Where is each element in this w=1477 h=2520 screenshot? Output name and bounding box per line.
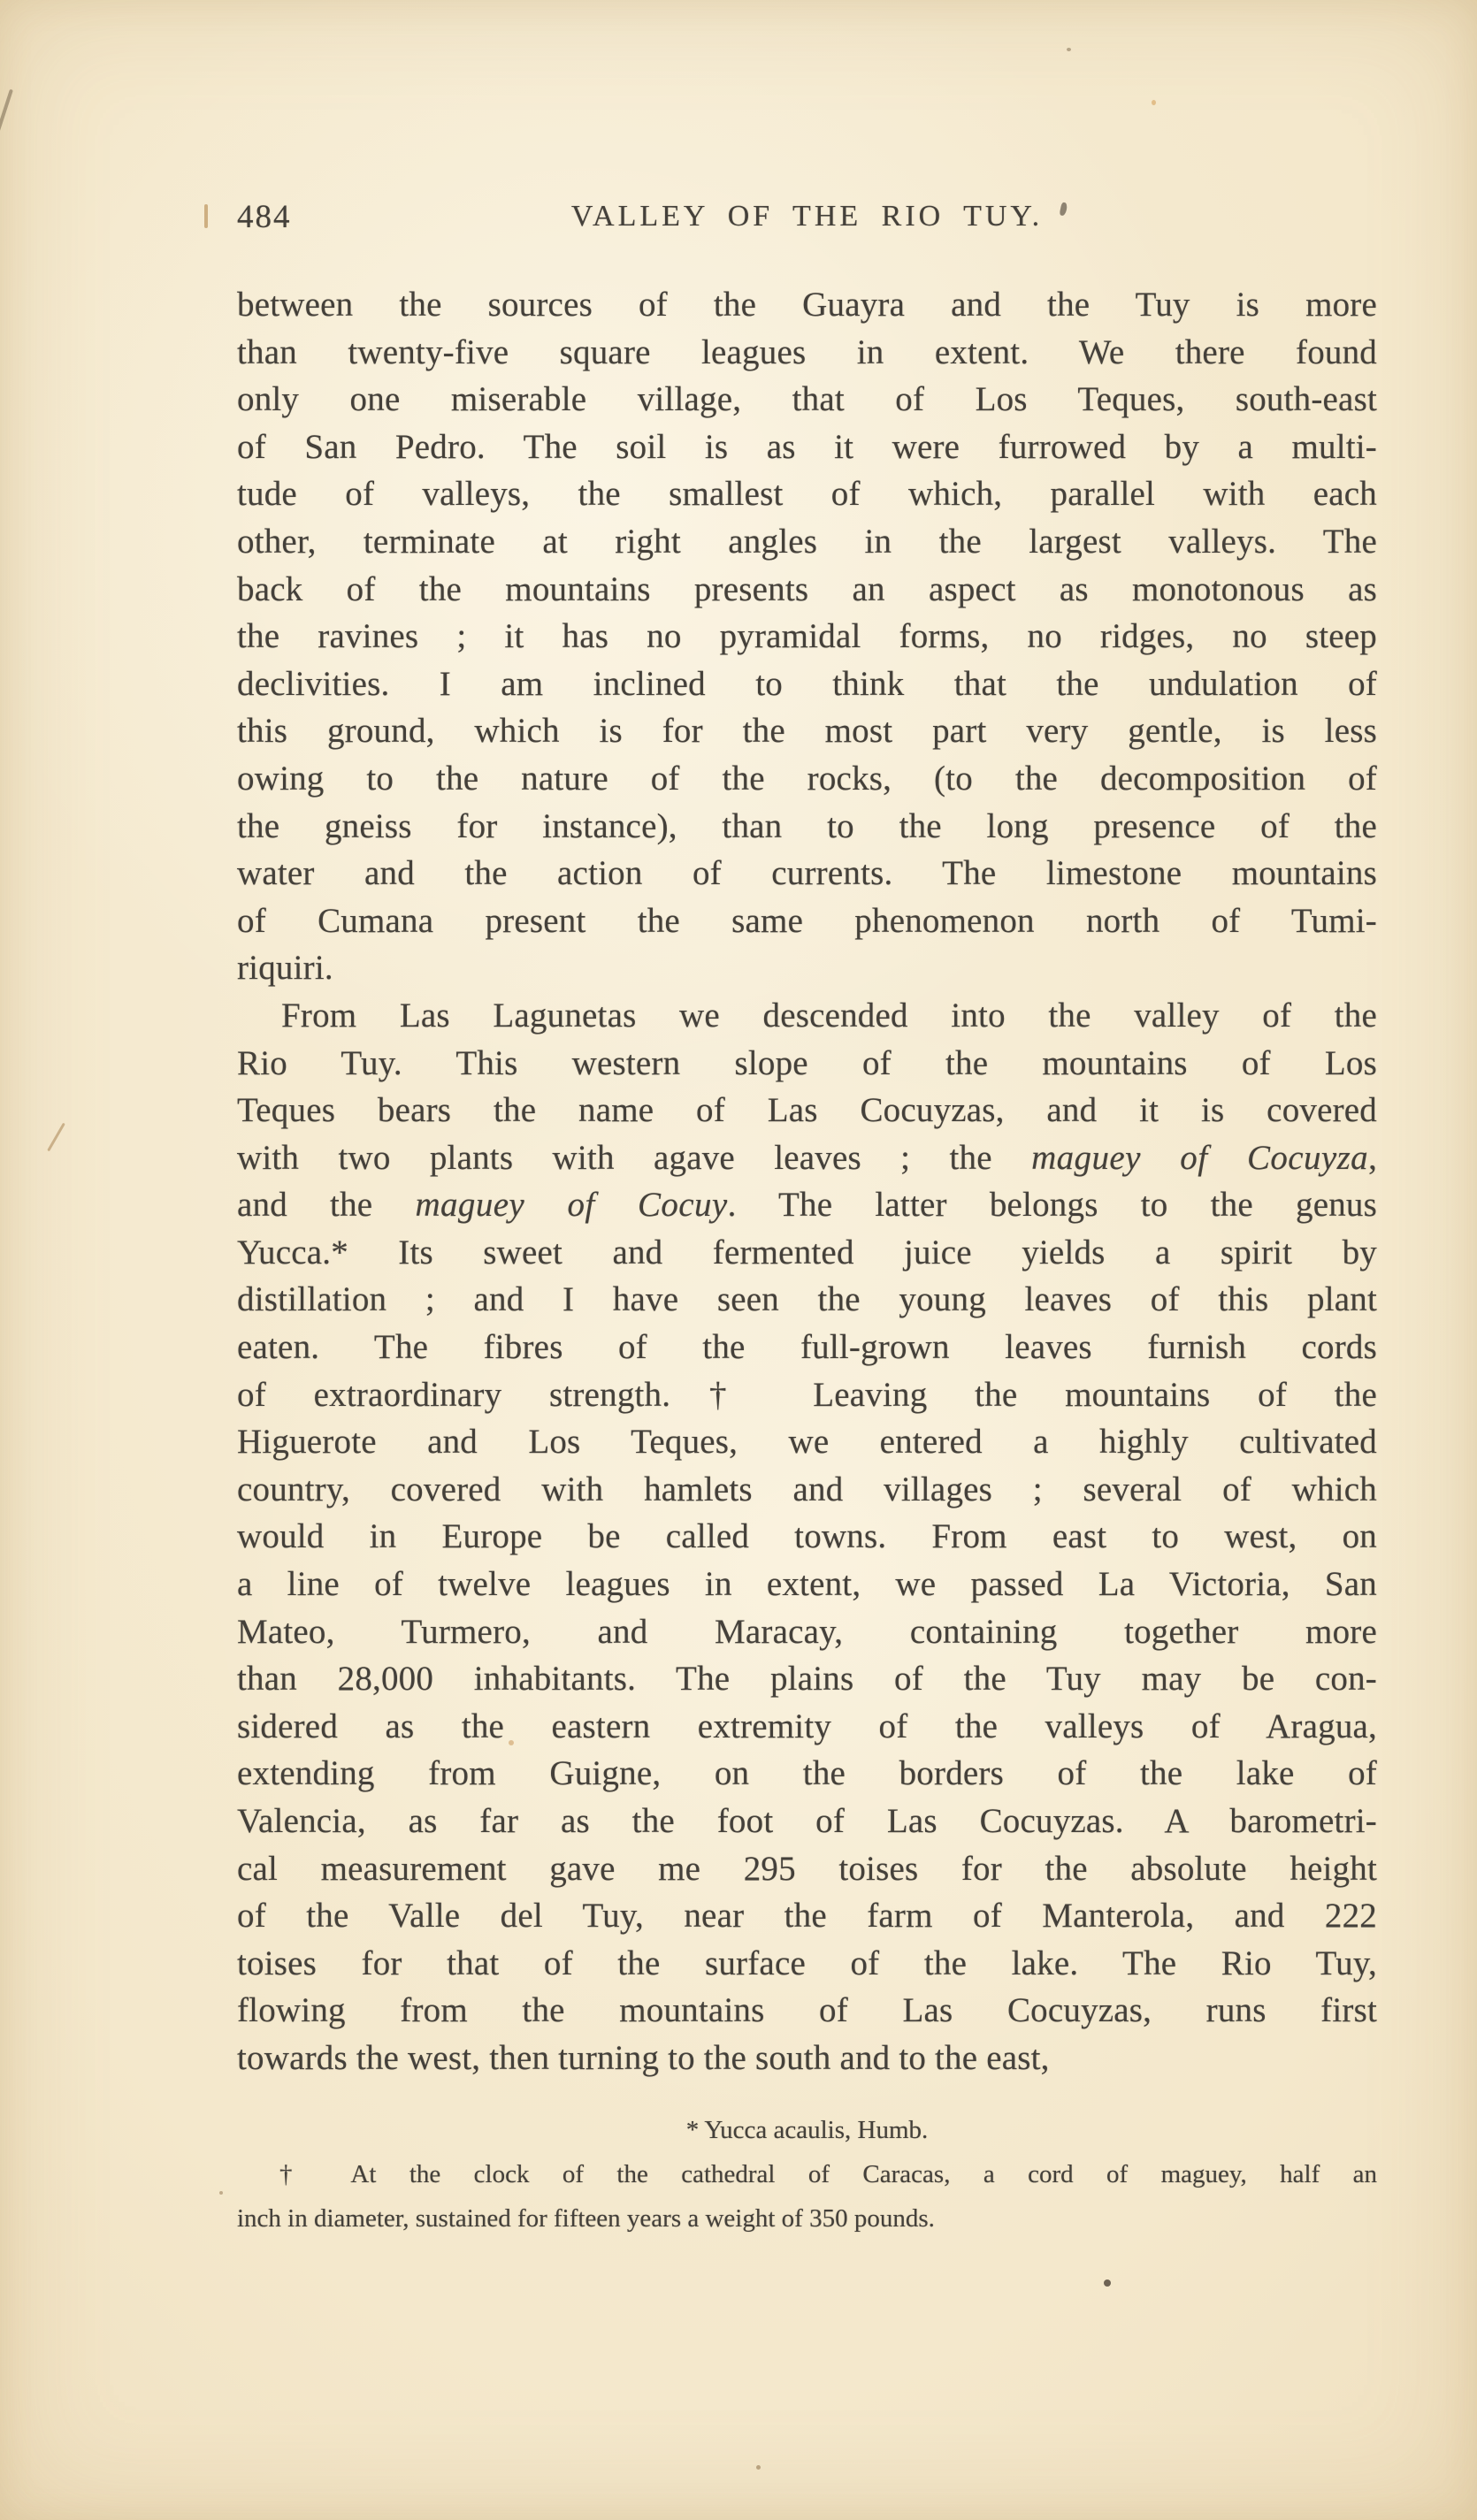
text-line: riquiri. [237, 949, 333, 988]
text-line: only one miserable village, that of Los Teques, south-east [237, 380, 1377, 419]
text-line: of the Valle del Tuy, near the farm of Manterola, and 222 [237, 1897, 1377, 1936]
text-line: towards the west, then turning to the south and to the east, [237, 2038, 1050, 2077]
footnote-line: inch in diameter, sustained for fifteen years a weight of 350 pounds. [237, 2204, 935, 2233]
text-line: between the sources of the Guayra and the Tuy is more [237, 286, 1377, 324]
text-line: toises for that of the surface of the lake. The Rio Tuy, [237, 1943, 1377, 1982]
text-line: flowing from the mountains of Las Cocuyzas, runs first [237, 1991, 1377, 2030]
text-line: this ground, which is for the most part very gentle, is less [237, 712, 1377, 751]
paper-speck [1104, 2279, 1111, 2287]
text-line: of extraordinary strength.† Leaving the mountains of the [237, 1375, 1377, 1414]
running-title: VALLEY OF THE RIO TUY. [570, 200, 1044, 233]
text-line: Teques bears the name of Las Cocuyzas, and it is covered [237, 1091, 1377, 1130]
text-line: the gneiss for instance), than to the long presence of the [237, 806, 1377, 845]
text-line: water and the action of currents. The limestone mountains [237, 854, 1377, 893]
text-line: of Cumana present the same phenomenon north of Tumi- [237, 901, 1377, 940]
text-line: cal measurement gave me 295 toises for the absolute height [237, 1849, 1377, 1888]
body-text [237, 281, 1377, 2082]
text-line: owing to the nature of the rocks, (to the decomposition of [237, 759, 1377, 798]
text-line: Higuerote and Los Teques, we entered a highly cultivated [237, 1423, 1377, 1462]
paper-speck [1152, 100, 1156, 105]
text-line: declivities. I am inclined to think that the undulation of [237, 664, 1377, 703]
footnote-line: † At the clock of the cathedral of Caracas, a cord of maguey, half an [279, 2160, 1377, 2188]
paper-speck [204, 204, 208, 228]
paper-speck [1067, 48, 1071, 51]
text-line: Rio Tuy. This western slope of the mountains of Los [237, 1043, 1377, 1082]
page-header [237, 198, 1377, 237]
footnotes [237, 2108, 1377, 2241]
text-line: back of the mountains presents an aspect as monotonous as [237, 569, 1377, 608]
text-line: Mateo, Turmero, and Maracay, containing together more [237, 1612, 1377, 1651]
text-line: eaten. The fibres of the full-grown leaves furnish cords [237, 1328, 1377, 1367]
text-line: tude of valleys, the smallest of which, parallel with each [237, 475, 1377, 514]
text-line: other, terminate at right angles in the largest valleys. The [237, 522, 1377, 561]
text-line: the ravines ; it has no pyramidal forms, no ridges, no steep [237, 617, 1377, 656]
text-line: sidered as the eastern extremity of the valleys of Aragua, [237, 1707, 1377, 1745]
text-line: Valencia, as far as the foot of Las Cocuyzas. A barometri- [237, 1802, 1377, 1840]
text-line: distillation ; and I have seen the young leaves of this plant [237, 1280, 1377, 1319]
text-line: From Las Lagunetas we descended into the valley of the [281, 996, 1377, 1035]
text-line: would in Europe be called towns. From east to west, on [237, 1517, 1377, 1556]
page-number: 484 [237, 199, 292, 235]
text-line: with two plants with agave leaves ; the maguey of Cocuyza, [237, 1138, 1378, 1177]
paper-speck [0, 89, 13, 134]
text-line: Yucca.* Its sweet and fermented juice yields a spirit by [237, 1233, 1377, 1271]
text-line: a line of twelve leagues in extent, we passed La Victoria, San [237, 1565, 1377, 1604]
text-line: extending from Guigne, on the borders of the lake of [237, 1754, 1377, 1793]
text-line: country, covered with hamlets and villages ; several of which [237, 1470, 1377, 1508]
footnote-line: * Yucca acaulis, Humb. [685, 2116, 929, 2144]
paper-speck [756, 2465, 761, 2470]
paper-speck [47, 1123, 65, 1152]
text-line: of San Pedro. The soil is as it were furrowed by a multi- [237, 427, 1377, 466]
text-line: than 28,000 inhabitants. The plains of the Tuy may be con- [237, 1660, 1377, 1699]
paper-speck [219, 2191, 223, 2195]
text-line: than twenty-five square leagues in extent. We there found [237, 332, 1377, 371]
text-line: and the maguey of Cocuy. The latter belongs to the genus [237, 1186, 1377, 1225]
